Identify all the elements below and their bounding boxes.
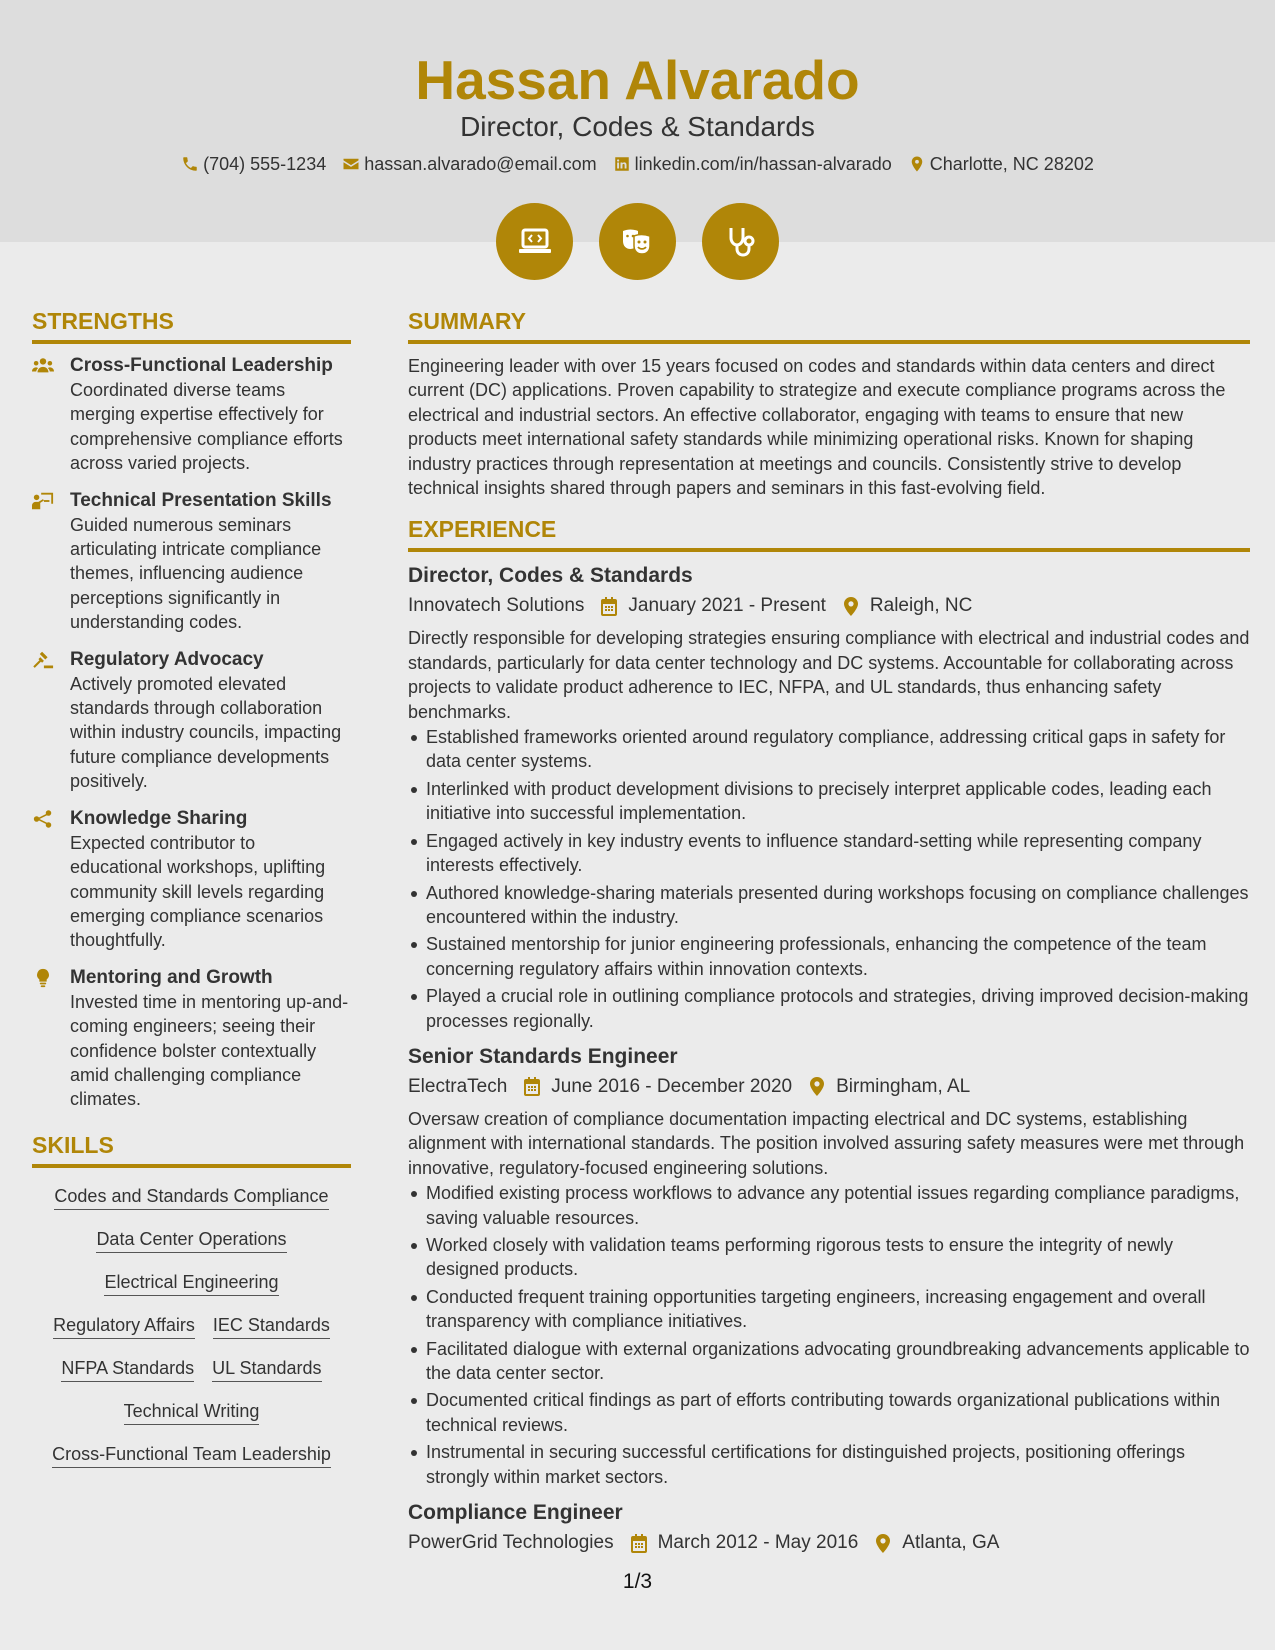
phone-text: (704) 555-1234 (203, 154, 327, 174)
job-bullet: Instrumental in securing successful certifications for distinguished projects, positioning offerings strongly within market sectors. (408, 1440, 1250, 1489)
skill-tag: Technical Writing (124, 1399, 260, 1425)
contact-location (908, 152, 1094, 176)
job-bullet: Worked closely with validation teams performing rigorous tests to ensure the integrity of newly designed products. (408, 1233, 1250, 1282)
map-marker-icon (908, 155, 926, 173)
contact-email[interactable] (342, 152, 596, 176)
job-bullet: Engaged actively in key industry events to influence standard-setting while representing company interests effectively. (408, 829, 1250, 878)
experience-heading: EXPERIENCE (408, 514, 1250, 552)
gavel-icon (32, 650, 54, 670)
hobby-circle-theater (599, 203, 676, 280)
skill-tag: UL Standards (212, 1356, 321, 1382)
linkedin-icon (613, 155, 631, 173)
lightbulb-icon (32, 968, 54, 988)
hobby-circle-medical (702, 203, 779, 280)
strength-item (32, 966, 351, 1112)
map-marker-icon (874, 1534, 892, 1553)
linkedin-text: linkedin.com/in/hassan-alvarado (634, 154, 892, 174)
strength-name: Cross-Functional Leadership (70, 355, 333, 376)
job-description: Directly responsible for developing strategies ensuring compliance with electrical and industrial codes and standards, particularly for data center technology and DC systems. Accountable for collaborating across projects to validate product adherence to IEC, NFPA, and UL standards, thus enhancing safety benchmarks. (408, 628, 1250, 722)
job-location: Birmingham, AL (836, 1075, 971, 1097)
strength-desc: Invested time in mentoring up-and-coming engineers; seeing their confidence bolster contextually amid challenging compliance climates. (70, 991, 349, 1110)
job-meta (408, 1074, 1250, 1100)
job-company: PowerGrid Technologies (408, 1532, 614, 1554)
skill-tag: NFPA Standards (61, 1356, 194, 1382)
job-bullets (408, 725, 1250, 1033)
email-text: hassan.alvarado@email.com (364, 154, 597, 174)
strengths-heading: STRENGTHS (32, 306, 351, 344)
skills-heading: SKILLS (32, 1130, 351, 1168)
laptop-code-icon (515, 222, 555, 262)
strength-desc: Actively promoted elevated standards through collaboration within industry councils, impacting future compliance developments positively. (70, 673, 342, 792)
calendar-icon (523, 1077, 541, 1096)
job-entry (408, 1043, 1250, 1489)
envelope-icon (342, 155, 360, 173)
strength-name: Technical Presentation Skills (70, 489, 332, 511)
job-description: Oversaw creation of compliance documentation impacting electrical and DC systems, establishing alignment with international standards. The position involved assuring safety measures were met through innovative, regulatory-focused engineering solutions. (408, 1108, 1245, 1178)
strength-item (32, 648, 351, 794)
map-marker-icon (808, 1077, 826, 1096)
skill-tag: Cross-Functional Team Leadership (52, 1442, 331, 1468)
left-column (32, 306, 351, 1468)
location-text: Charlotte, NC 28202 (929, 154, 1094, 174)
hobby-circle-coding (496, 203, 573, 280)
job-title: Director, Codes & Standards (408, 564, 693, 588)
map-marker-icon (842, 597, 860, 616)
skill-tag: Codes and Standards Compliance (54, 1184, 328, 1210)
strength-name: Regulatory Advocacy (70, 648, 264, 670)
strength-desc: Expected contributor to educational workshops, uplifting community skill levels regarding emerging compliance scenarios thoughtfully. (70, 832, 326, 951)
skill-tag: Data Center Operations (96, 1227, 286, 1253)
job-dates: March 2012 - May 2016 (657, 1532, 859, 1554)
job-title: Compliance Engineer (408, 1501, 623, 1525)
job-bullet: Facilitated dialogue with external organizations advocating groundbreaking advancements applicable to the data center sector. (408, 1337, 1250, 1386)
users-icon (32, 356, 54, 376)
strength-name: Mentoring and Growth (70, 966, 273, 988)
strength-name: Knowledge Sharing (70, 807, 248, 829)
job-bullets (408, 1181, 1250, 1489)
job-company: Innovatech Solutions (408, 595, 585, 617)
strength-item (32, 807, 351, 953)
skill-tag: IEC Standards (213, 1313, 330, 1339)
job-bullet: Established frameworks oriented around regulatory compliance, addressing critical gaps in safety for data center systems. (408, 725, 1250, 774)
contact-linkedin[interactable] (613, 152, 892, 176)
skill-tag: Electrical Engineering (104, 1270, 278, 1296)
strength-item (32, 489, 351, 635)
job-dates: January 2021 - Present (628, 595, 826, 617)
strength-item (32, 354, 351, 476)
job-entry (408, 1499, 1250, 1556)
job-company: ElectraTech (408, 1075, 508, 1097)
job-location: Atlanta, GA (902, 1532, 1000, 1554)
page-number: 1/3 (622, 1570, 653, 1593)
job-dates: June 2016 - December 2020 (551, 1075, 793, 1097)
job-entry (408, 562, 1250, 1033)
strength-desc: Guided numerous seminars articulating intricate compliance themes, influencing audience perceptions significantly in understanding codes. (70, 514, 322, 633)
job-title: Senior Standards Engineer (408, 1044, 678, 1068)
calendar-icon (630, 1534, 648, 1553)
phone-icon (181, 155, 199, 173)
job-meta (408, 593, 1250, 619)
job-bullet: Interlinked with product development divisions to precisely interpret applicable codes, leading each initiative into successful implementation. (408, 777, 1250, 826)
summary-heading: SUMMARY (408, 306, 1250, 344)
candidate-name: Hassan Alvarado (415, 49, 860, 111)
hobby-icons (0, 203, 1275, 280)
right-column (408, 306, 1250, 1566)
job-bullet: Played a crucial role in outlining compliance protocols and strategies, driving improved decision-making processes regionally. (408, 984, 1250, 1033)
skills-list (32, 1178, 351, 1468)
presentation-icon (32, 491, 54, 511)
candidate-title: Director, Codes & Standards (460, 111, 815, 142)
contact-phone[interactable] (181, 152, 326, 176)
job-location: Raleigh, NC (869, 595, 973, 617)
skill-tag: Regulatory Affairs (53, 1313, 195, 1339)
calendar-icon (600, 597, 618, 616)
job-meta (408, 1530, 1250, 1556)
share-icon (32, 809, 54, 829)
job-bullet: Authored knowledge-sharing materials presented during workshops focusing on compliance challenges encountered within the industry. (408, 881, 1250, 930)
job-bullet: Documented critical findings as part of efforts contributing towards organizational publications within technical reviews. (408, 1388, 1250, 1437)
stethoscope-icon (721, 222, 761, 262)
strength-desc: Coordinated diverse teams merging expertise effectively for comprehensive compliance efforts across varied projects. (70, 380, 343, 474)
job-bullet: Sustained mentorship for junior engineering professionals, enhancing the competence of the team concerning regulatory affairs within innovation contexts. (408, 932, 1250, 981)
job-bullet: Conducted frequent training opportunities targeting engineers, increasing engagement and overall transparency with compliance initiatives. (408, 1285, 1250, 1334)
summary-text: Engineering leader with over 15 years focused on codes and standards within data centers and direct current (DC) applications. Proven capability to strategize and execute compliance programs across the electrical and industrial sectors. An effective collaborator, engaging with teams to ensure that new products meet international safety standards while minimizing operational risks. Known for shaping industry practices through representation at meetings and councils. Consistently strive to develop technical insights shared through papers and seminars in this fast-evolving field. (408, 356, 1226, 499)
contact-bar (0, 152, 1275, 176)
theater-masks-icon (618, 222, 658, 262)
job-bullet: Modified existing process workflows to advance any potential issues regarding compliance paradigms, saving valuable resources. (408, 1181, 1250, 1230)
